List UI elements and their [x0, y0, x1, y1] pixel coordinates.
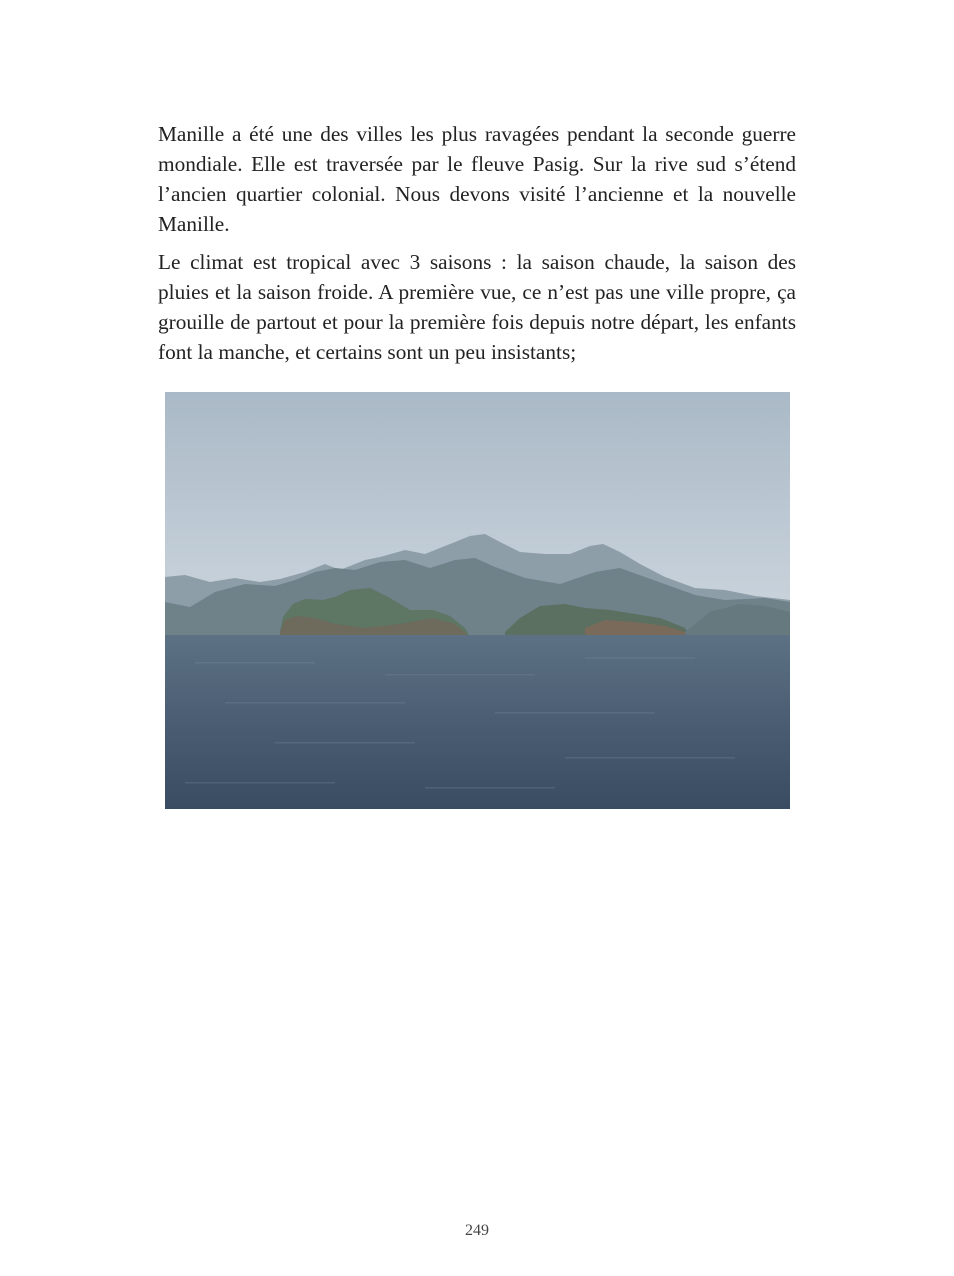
- page-number: 249: [465, 1222, 489, 1239]
- body-text: [158, 119, 796, 367]
- paragraph-climate: Le climat est tropical avec 3 saisons : la saison chaude, la saison des pluies et la saison froide. A première vue, ce n’est pas une ville propre, ça grouille de partout et pour la première fois depuis notre départ, les enfants font la manche, et certains sont un peu insistants;: [158, 250, 796, 364]
- landscape-photo: [165, 392, 790, 809]
- paragraph-manille-history: Manille a été une des villes les plus ravagées pendant la seconde guerre mondiale. Elle est traversée par le fleuve Pasig. Sur la rive sud s’étend l’ancien quartier colonial. Nous devons visité l’ancienne et la nouvelle Manille.: [158, 122, 796, 236]
